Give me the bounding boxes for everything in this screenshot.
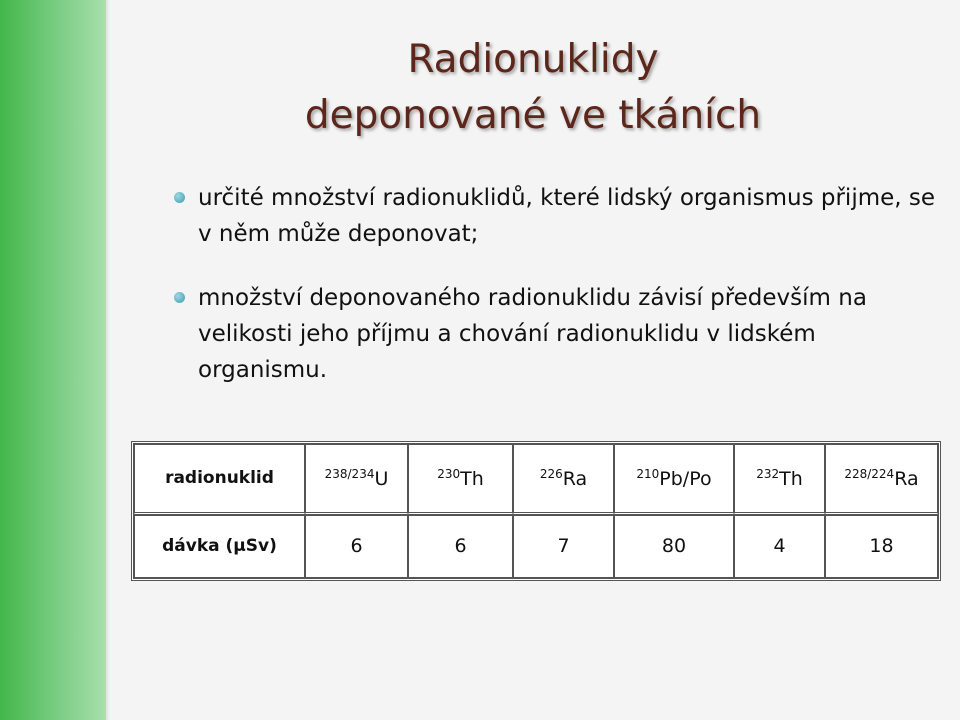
nuclide-cell: $^{232}$Th	[734, 444, 825, 515]
bullet-item	[172, 280, 942, 388]
nuclide-cell: $^{210}$Pb/Po	[614, 444, 734, 515]
dose-cell: 4	[734, 515, 825, 578]
dose-cell: 18	[825, 515, 938, 578]
nuclide-cell: $^{238/234}$U	[305, 444, 408, 515]
dose-cell: 80	[614, 515, 734, 578]
bullet-dot-icon	[174, 292, 185, 303]
nuclide-cell: $^{228/224}$Ra	[825, 444, 938, 515]
dose-cell: 7	[513, 515, 614, 578]
dose-cell: 6	[305, 515, 408, 578]
row-header-radionuclide: radionuklid	[134, 444, 305, 515]
dose-cell: 6	[408, 515, 513, 578]
table-row	[134, 444, 938, 515]
bullet-text: množství deponovaného radionuklidu závisí především na velikosti jeho příjmu a chování radionuklidu v lidském organismu.	[198, 285, 867, 383]
bullet-list	[172, 180, 942, 388]
dose-table	[131, 441, 941, 581]
bullet-text: určité množství radionuklidů, které lidský organismus přijme, se v něm může deponovat;	[198, 185, 936, 247]
slide-title	[106, 32, 960, 144]
table-row	[134, 515, 938, 578]
title-line-2: deponované ve tkáních	[304, 93, 762, 138]
bullet-dot-icon	[174, 192, 185, 203]
row-header-dose: dávka (μSv)	[134, 515, 305, 578]
title-line-1: Radionuklidy	[407, 37, 659, 82]
sidebar-decoration	[0, 0, 106, 720]
nuclide-cell: $^{230}$Th	[408, 444, 513, 515]
nuclide-cell: $^{226}$Ra	[513, 444, 614, 515]
bullet-item	[172, 180, 942, 252]
